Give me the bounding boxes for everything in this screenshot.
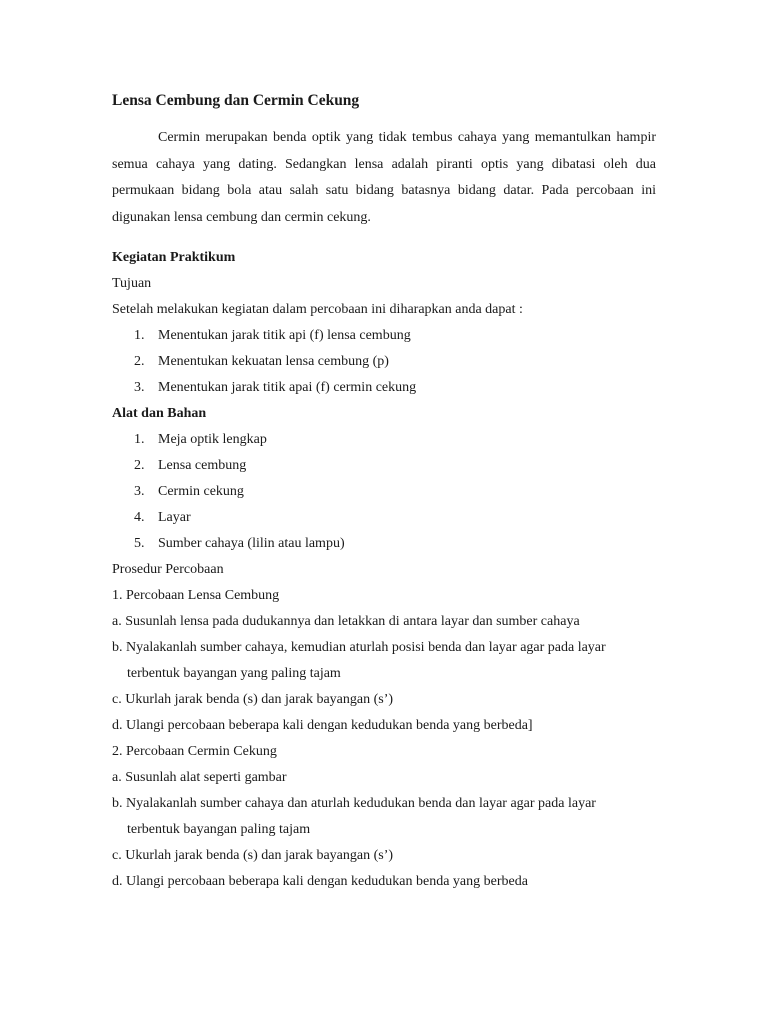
list-number: 3. <box>134 380 145 395</box>
prosedur-heading: Prosedur Percobaan <box>112 562 224 577</box>
list-text: Menentukan jarak titik apai (f) cermin cekung <box>158 380 417 395</box>
list-number: 1. <box>134 328 145 343</box>
list-text: Menentukan jarak titik api (f) lensa cembung <box>158 328 411 343</box>
lensa-step-c: c. Ukurlah jarak benda (s) dan jarak bayangan (s’) <box>112 692 394 707</box>
cermin-step-d: d. Ulangi percobaan beberapa kali dengan kedudukan benda yang berbeda <box>112 874 528 889</box>
intro-paragraph: Cermin merupakan benda optik yang tidak tembus cahaya yang memantulkan hampir semua cahaya yang dating. Sedangkan lensa adalah piranti optis yang dibatasi oleh dua permukaan bidang bola atau salah satu bidang batasnya bidang datar. Pada percobaan ini digunakan lensa cembung dan cermin cekung. <box>112 130 656 225</box>
lensa-step-a: a. Susunlah lensa pada dudukannya dan letakkan di antara layar dan sumber cahaya <box>112 614 580 629</box>
tujuan-intro: Setelah melakukan kegiatan dalam percobaan ini diharapkan anda dapat : <box>112 302 523 317</box>
lensa-section-heading: 1. Percobaan Lensa Cembung <box>112 588 280 603</box>
list-text: Sumber cahaya (lilin atau lampu) <box>158 536 345 551</box>
list-number: 1. <box>134 432 145 447</box>
list-number: 3. <box>134 484 145 499</box>
list-text: Layar <box>158 510 191 525</box>
list-text: Cermin cekung <box>158 484 244 499</box>
list-number: 5. <box>134 536 145 551</box>
tujuan-label: Tujuan <box>112 276 152 291</box>
cermin-step-c: c. Ukurlah jarak benda (s) dan jarak bayangan (s’) <box>112 848 394 863</box>
cermin-step-a: a. Susunlah alat seperti gambar <box>112 770 287 785</box>
list-number: 2. <box>134 458 145 473</box>
kegiatan-heading: Kegiatan Praktikum <box>112 250 236 265</box>
alat-heading: Alat dan Bahan <box>112 406 207 421</box>
lensa-step-b: b. Nyalakanlah sumber cahaya, kemudian aturlah posisi benda dan layar agar pada layar <box>112 640 606 655</box>
lensa-step-b-continuation: terbentuk bayangan yang paling tajam <box>127 666 341 681</box>
cermin-step-b: b. Nyalakanlah sumber cahaya dan aturlah kedudukan benda dan layar agar pada layar <box>112 796 596 811</box>
document-title: Lensa Cembung dan Cermin Cekung <box>112 92 360 109</box>
cermin-section-heading: 2. Percobaan Cermin Cekung <box>112 744 277 759</box>
lensa-step-d: d. Ulangi percobaan beberapa kali dengan kedudukan benda yang berbeda] <box>112 718 533 733</box>
list-number: 2. <box>134 354 145 369</box>
list-text: Menentukan kekuatan lensa cembung (p) <box>158 354 389 369</box>
list-number: 4. <box>134 510 145 525</box>
cermin-step-b-continuation: terbentuk bayangan paling tajam <box>127 822 311 837</box>
list-text: Lensa cembung <box>158 458 247 473</box>
list-text: Meja optik lengkap <box>158 432 267 447</box>
